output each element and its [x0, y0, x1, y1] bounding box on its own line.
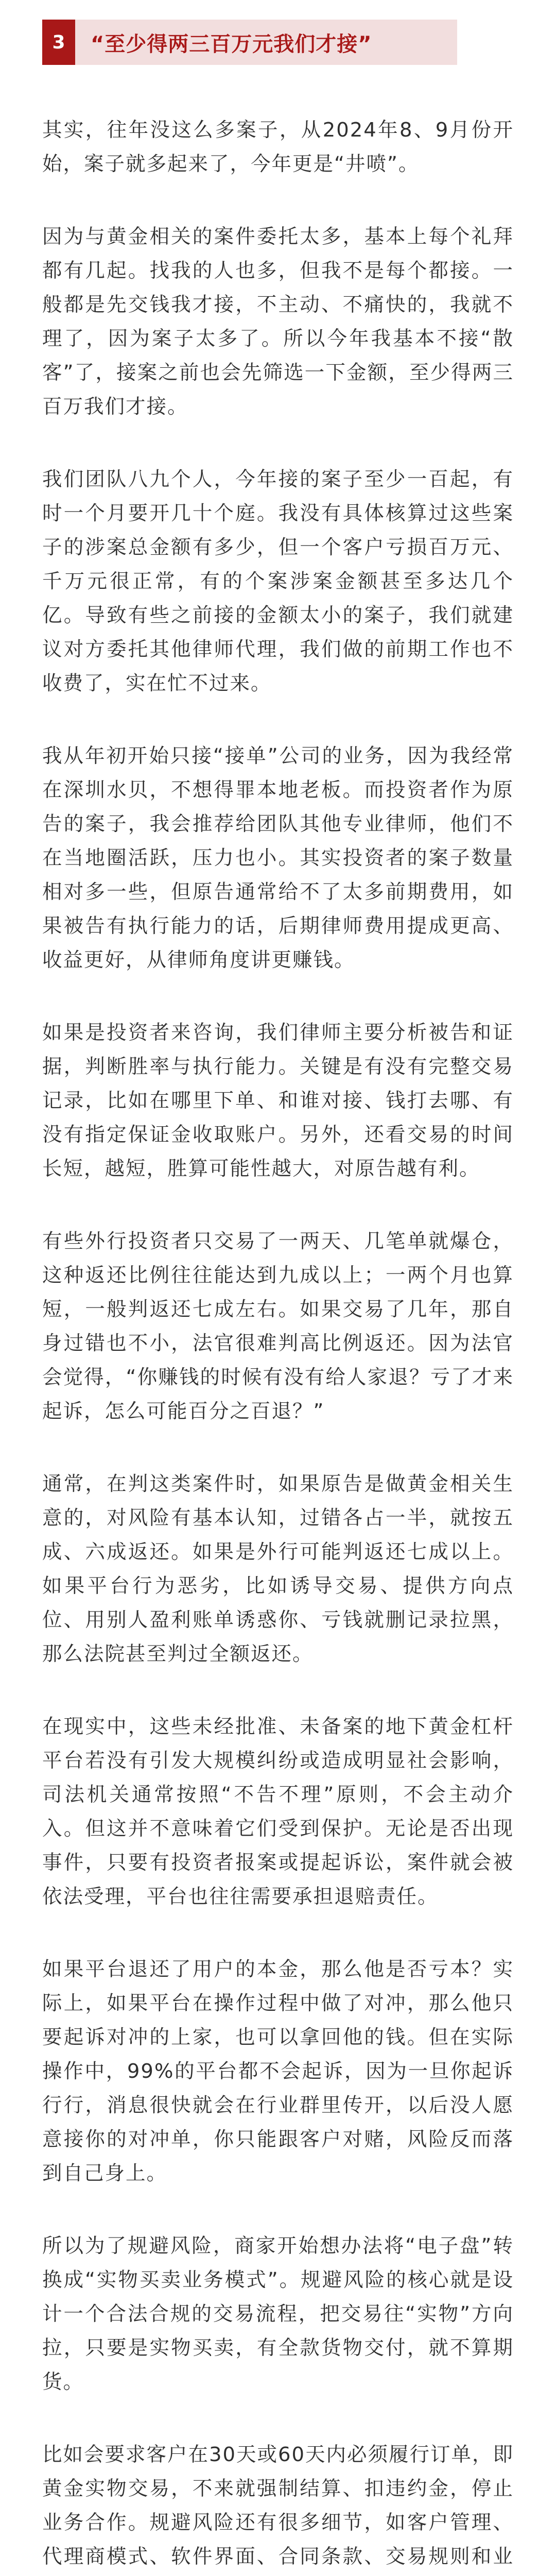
article-body [42, 113, 514, 2576]
paragraph: 如果平台退还了用户的本金，那么他是否亏本？实际上，如果平台在操作过程中做了对冲，那么他只要起诉对冲的上家，也可以拿回他的钱。但在实际操作中，99%的平台都不会起诉，因为一旦你起诉行行，消息很快就会在行业群里传开，以后没人愿意接你的对冲单，你只能跟客户对赌，风险反而落到自己身上。 [42, 1958, 514, 2185]
paragraph: 所以为了规避风险，商家开始想办法将“电子盘”转换成“实物买卖业务模式”。规避风险的核心就是设计一个合法合规的交易流程，把交易往“实物”方向拉，只要是实物买卖，有全款货物交付，就不算期货。 [42, 2234, 514, 2394]
paragraph: 有些外行投资者只交易了一两天、几笔单就爆仓，这种返还比例往往能达到九成以上；一两个月也算短，一般判返还七成左右。如果交易了几年，那自身过错也不小，法官很难判高比例返还。因为法官会觉得，“你赚钱的时候有没有给人家退？亏了才来起诉，怎么可能百分之百退？” [42, 1230, 514, 1423]
section-title: “至少得两三百万元我们才接” [91, 32, 372, 56]
paragraph: 如果是投资者来咨询，我们律师主要分析被告和证据，判断胜率与执行能力。关键是有没有完整交易记录，比如在哪里下单、和谁对接、钱打去哪、有没有指定保证金收取账户。另外，还看交易的时间长短，越短，胜算可能性越大，对原告越有利。 [42, 1021, 514, 1180]
paragraph: 我从年初开始只接“接单”公司的业务，因为我经常在深圳水贝，不想得罪本地老板。而投资者作为原告的案子，我会推荐给团队其他专业律师，他们不在当地圈活跃，压力也小。其实投资者的案子数量相对多一些，但原告通常给不了太多前期费用，如果被告有执行能力的话，后期律师费用提成更高、收益更好，从律师角度讲更赚钱。 [42, 744, 514, 972]
paragraph: 在现实中，这些未经批准、未备案的地下黄金杠杆平台若没有引发大规模纠纷或造成明显社会影响，司法机关通常按照“不告不理”原则，不会主动介入。但这并不意味着它们受到保护。无论是否出现事件，只要有投资者报案或提起诉讼，案件就会被依法受理，平台也往往需要承担退赔责任。 [42, 1715, 514, 1908]
paragraph: 其实，往年没这么多案子，从2024年8、9月份开始，案子就多起来了，今年更是“井喷”。 [42, 118, 514, 176]
paragraph: 因为与黄金相关的案件委托太多，基本上每个礼拜都有几起。找我的人也多，但我不是每个都接。一般都是先交钱我才接，不主动、不痛快的，我就不理了，因为案子太多了。所以今年我基本不接“散客”了，接案之前也会先筛选一下金额，至少得两三百万我们才接。 [42, 225, 514, 418]
section-number-badge: 3 [42, 20, 75, 65]
paragraph: 通常，在判这类案件时，如果原告是做黄金相关生意的，对风险有基本认知，过错各占一半，就按五成、六成返还。如果是外行可能判返还七成以上。如果平台行为恶劣，比如诱导交易、提供方向点位、用别人盈利账单诱惑你、亏钱就删记录拉黑，那么法院甚至判过全额返还。 [42, 1472, 514, 1666]
paragraph: 我们团队八九个人，今年接的案子至少一百起，有时一个月要开几十个庭。我没有具体核算过这些案子的涉案总金额有多少，但一个客户亏损百万元、千万元很正常，有的个案涉案金额甚至多达几个亿。导致有些之前接的金额太小的案子，我们就建议对方委托其他律师代理，我们做的前期工作也不收费了，实在忙不过来。 [42, 468, 514, 695]
paragraph: 比如会要求客户在30天或60天内必须履行订单，即黄金实物交易，不来就强制结算、扣违约金，停止业务合作。规避风险还有很多细节，如客户管理、代理商模式、软件界面、合同条款、交易规则和业 [42, 2443, 514, 2568]
section-header [42, 20, 457, 65]
